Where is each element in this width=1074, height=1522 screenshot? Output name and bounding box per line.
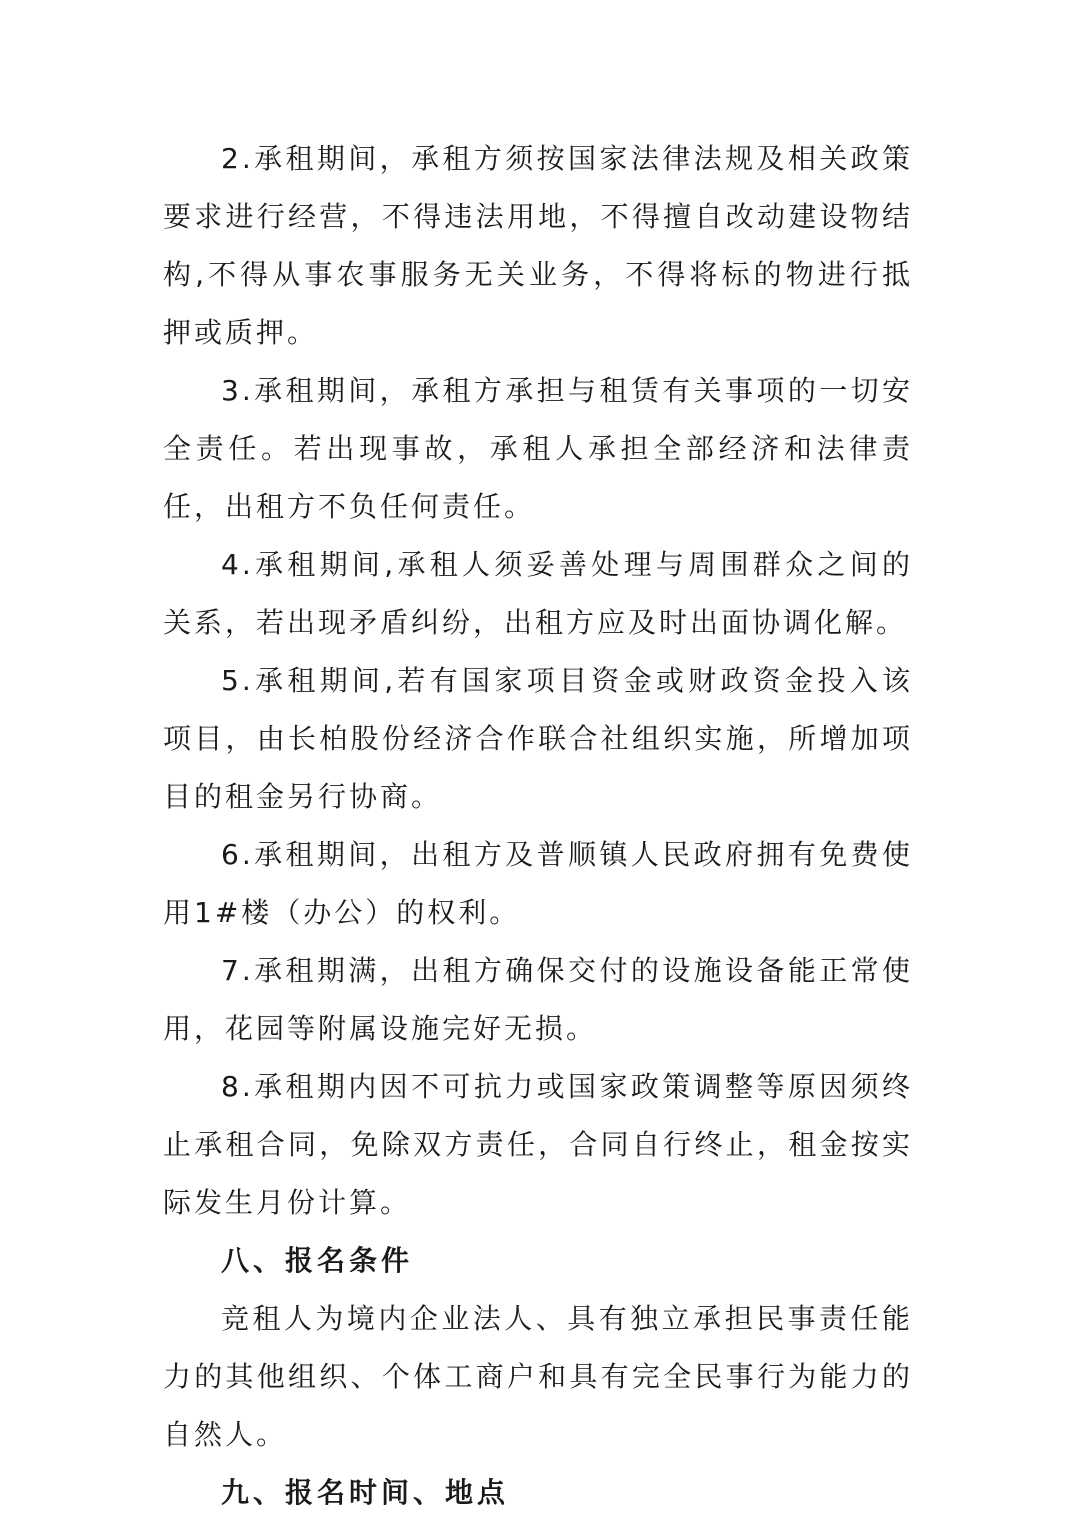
registration-conditions-paragraph: 竞租人为境内企业法人、具有独立承担民事责任能力的其他组织、个体工商户和具有完全民事行为能力的自然人。 [163,1302,913,1451]
clause-2-paragraph: 2.承租期间，承租方须按国家法律法规及相关政策要求进行经营，不得违法用地，不得擅自改动建设物结构,不得从事农事服务无关业务，不得将标的物进行抵押或质押。 [163,142,913,349]
clause-6-paragraph: 6.承租期间，出租方及普顺镇人民政府拥有免费使用1#楼（办公）的权利。 [163,838,913,929]
document-body [163,130,913,1522]
clause-8-paragraph: 8.承租期内因不可抗力或国家政策调整等原因须终止承租合同，免除双方责任，合同自行终止，租金按实际发生月份计算。 [163,1070,913,1219]
section-heading-registration-time-place: 九、报名时间、地点 [221,1476,510,1509]
clause-3-paragraph: 3.承租期间，承租方承担与租赁有关事项的一切安全责任。若出现事故，承租人承担全部经济和法律责任，出租方不负任何责任。 [163,374,913,523]
clause-4-paragraph: 4.承租期间,承租人须妥善处理与周围群众之间的关系，若出现矛盾纠纷，出租方应及时出面协调化解。 [163,548,913,639]
clause-7-paragraph: 7.承租期满，出租方确保交付的设施设备能正常使用，花园等附属设施完好无损。 [163,954,913,1045]
clause-5-paragraph: 5.承租期间,若有国家项目资金或财政资金投入该项目，由长柏股份经济合作联合社组织实施，所增加项目的租金另行协商。 [163,664,913,813]
section-heading-registration-conditions: 八、报名条件 [221,1244,414,1277]
